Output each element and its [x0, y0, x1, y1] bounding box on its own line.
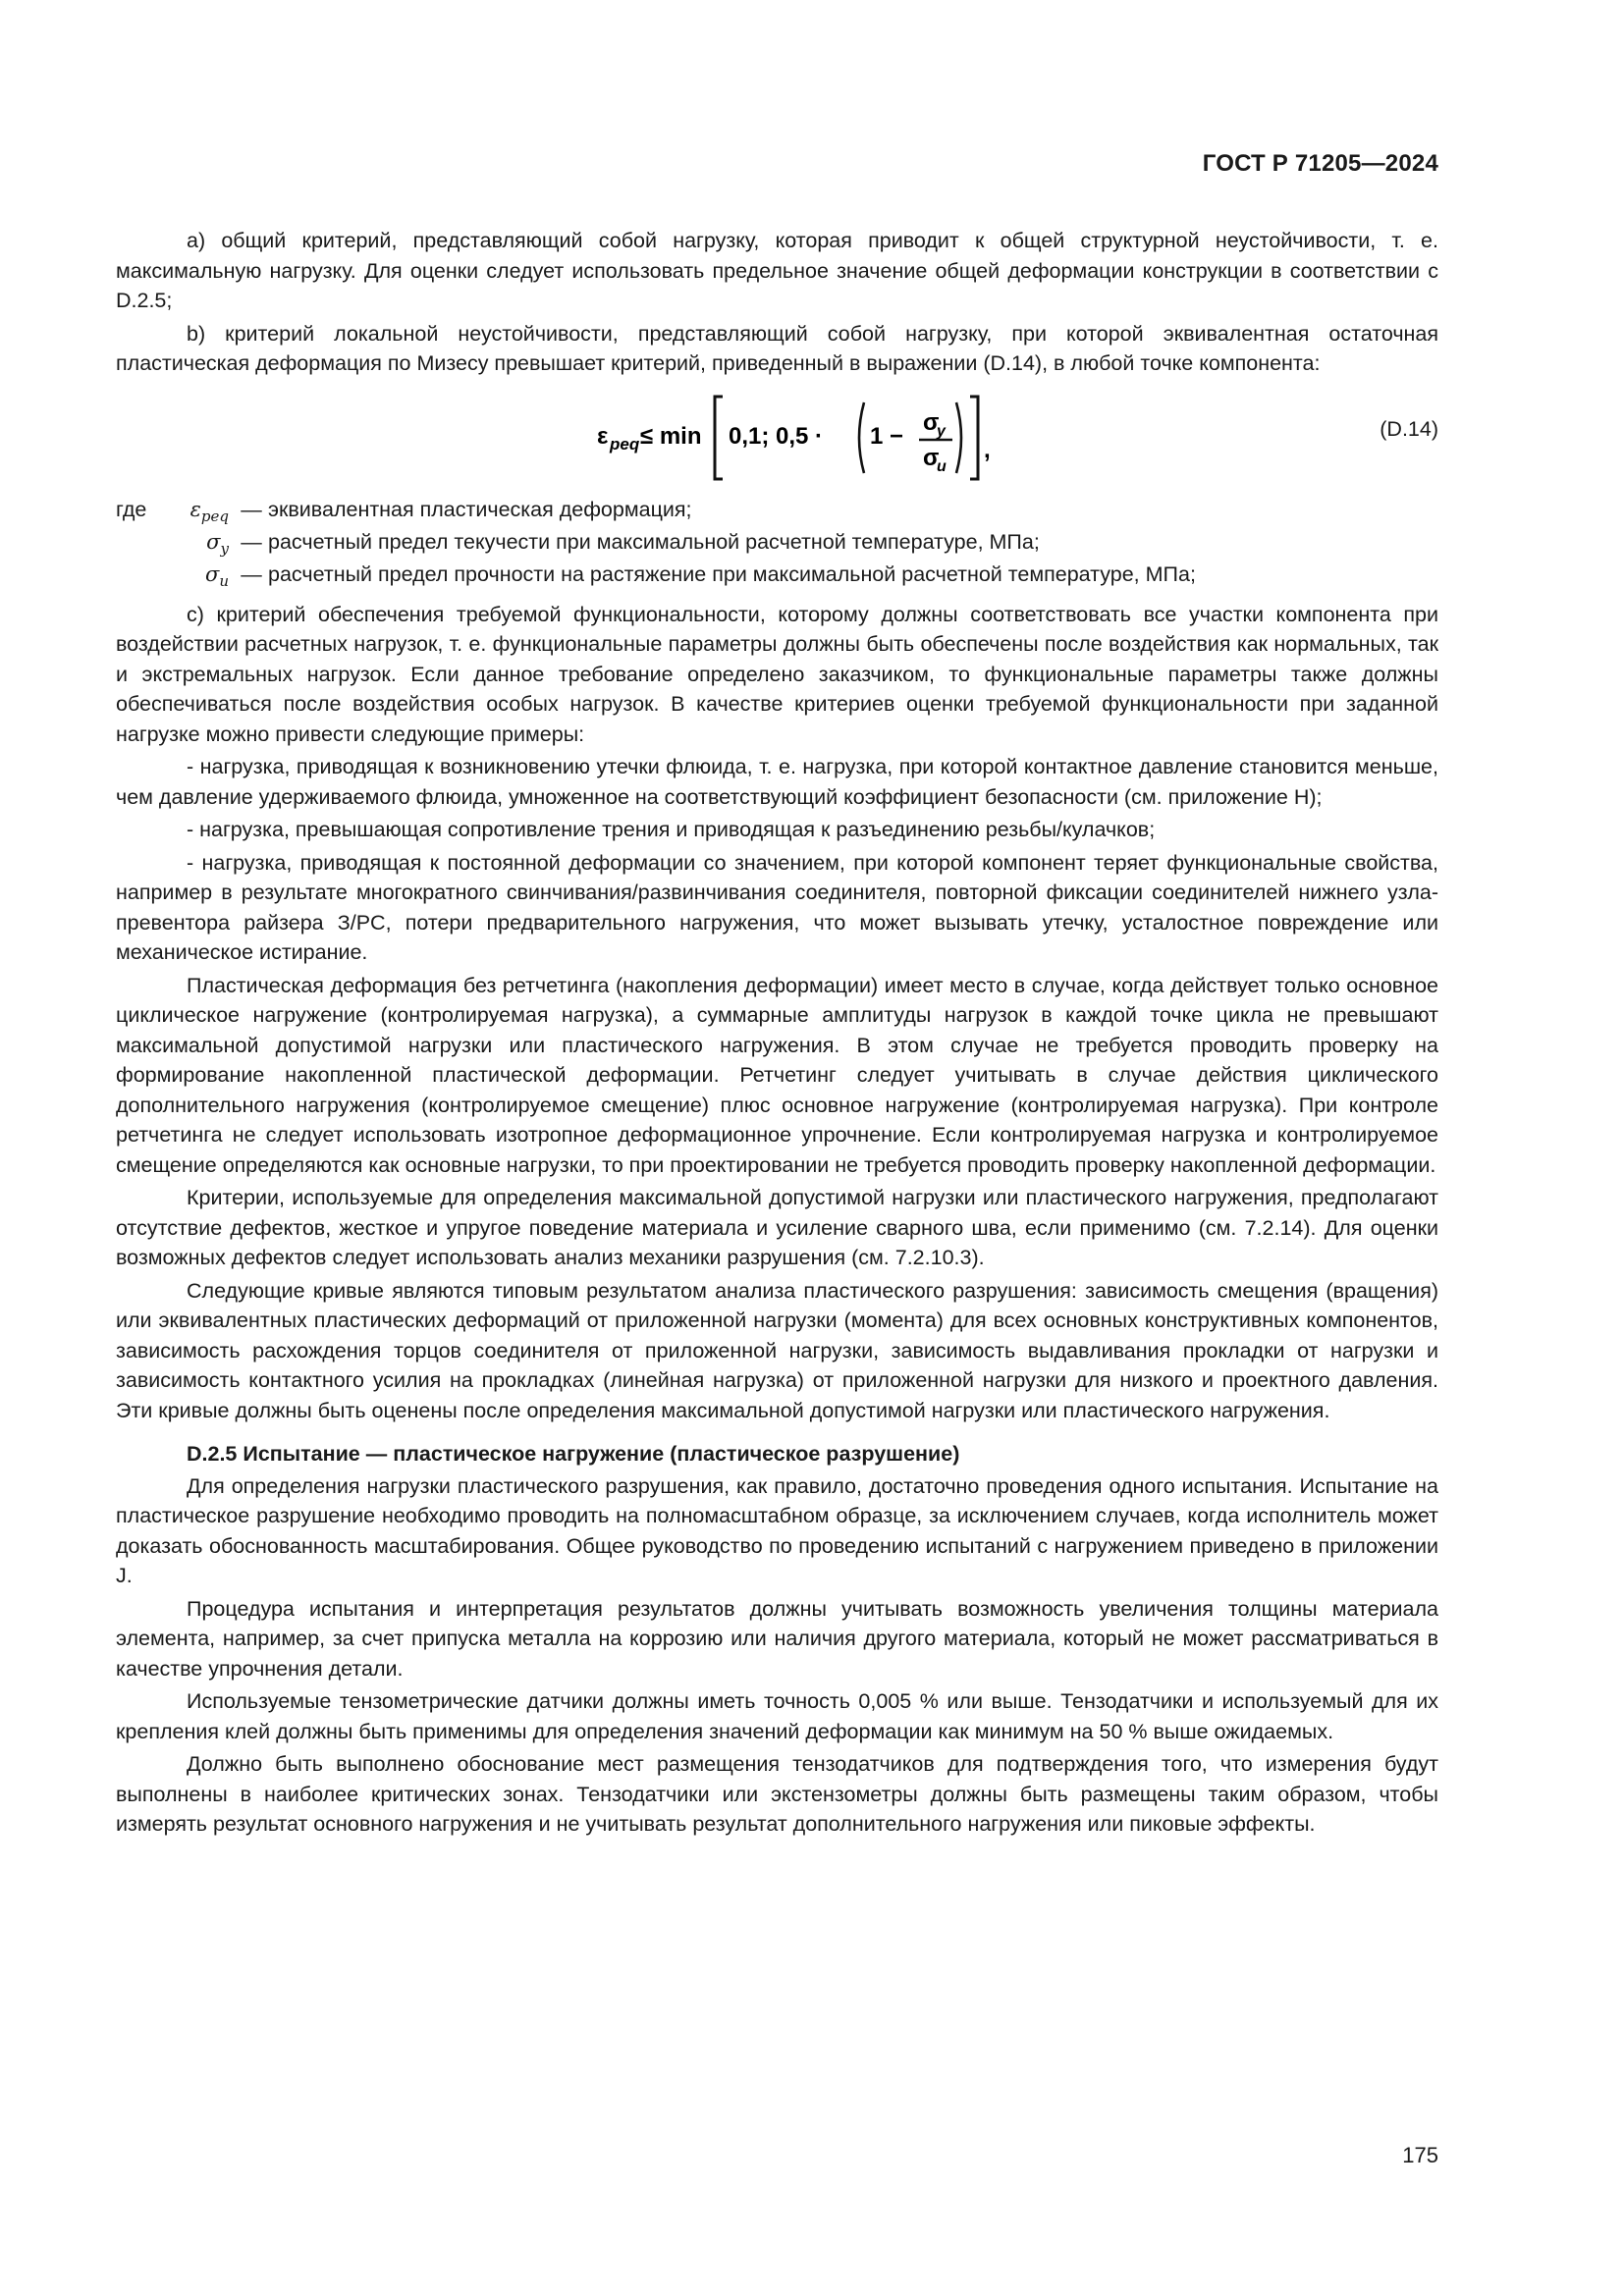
- formula-numerator-sub: y: [937, 422, 946, 440]
- section-paragraph: Используемые тензометрические датчики должны иметь точность 0,005 % или выше. Тензодатчики и используемый для их крепления клей должны быть применимы для определения значений деформации как минимум на 50 % выше ожидаемых.: [116, 1689, 1438, 1743]
- page-number: 175: [1402, 2143, 1438, 2167]
- section-paragraph: Для определения нагрузки пластического разрушения, как правило, достаточно проведения одного испытания. Испытание на пластическое разрушение необходимо проводить на полномасштабном образце, за исключением случаев, когда исполнитель может доказать обоснованность масштабирования. Общее руководство по проведению испытаний с нагружением приведено в приложении J.: [116, 1473, 1438, 1587]
- paragraph-ratcheting: Пластическая деформация без ретчетинга (накопления деформации) имеет место в случае, когда действует только основное циклическое нагружение (контролируемая нагрузка), а суммарные амплитуды нагрузок в каждой точке цикла не превышают максимальной допустимой нагрузки или пластического нагружения. В этом случае не требуется проводить проверку на формирование накопленной пластической деформации. Ретчетинг следует учитывать в случае действия циклического дополнительного нагружения (контролируемое смещение) плюс основное нагружение (контролируемая нагрузка). При контроле ретчетинга не следует использовать изотропное деформационное упрочнение. Если контролируемая нагрузка и контролируемое смещение определяются как основные нагрузки, то при проектировании не требуется проводить проверку накопленной деформации.: [116, 973, 1438, 1177]
- formula-number: (D.14): [1380, 416, 1438, 441]
- right-square-bracket: [970, 397, 978, 479]
- paragraph-criteria: Критерии, используемые для определения максимальной допустимой нагрузки или пластического нагружения, предполагают отсутствие дефектов, жесткое и упругое поведение материала и усиление сварного шва, если применимо (см. 7.2.14). Для оценки возможных дефектов следует использовать анализ механики разрушения (см. 7.2.10.3).: [116, 1186, 1438, 1269]
- section-paragraph: Должно быть выполнено обоснование мест размещения тензодатчиков для подтверждения того, что измерения будут выполнены в наиболее критических зонах. Тензодатчики или экстензометры должны быть размещены таким образом, чтобы измерять результат основного нагружения и не учитывать результат дополнительного нагружения или пиковые эффекты.: [116, 1752, 1438, 1836]
- section-paragraph: Процедура испытания и интерпретация результатов должны учитывать возможность увеличения толщины материала элемента, например, за счет припуска металла на коррозию или наличия другого материала, который не может рассматриваться в качестве упрочнения детали.: [116, 1596, 1438, 1681]
- where-symbol: $\sigma_u$: [204, 561, 229, 590]
- paragraph-criterion-b: b) критерий локальной неустойчивости, представляющий собой нагрузку, при которой эквивалентная остаточная пластическая деформация по Мизесу превышает критерий, приведенный в выражении (D.14), в любой точке компонента:: [116, 321, 1438, 375]
- section-title-d25: D.2.5 Испытание — пластическое нагружение (пластическое разрушение): [187, 1442, 960, 1466]
- document-body: [116, 226, 1438, 1842]
- formula-expression-tail: [852, 385, 1019, 483]
- formula-svg-tail: [852, 385, 1019, 483]
- formula-d14: [116, 385, 1438, 491]
- where-text: расчетный предел текучести при максимальной расчетной температуре, МПа;: [268, 529, 1040, 554]
- document-header: ГОСТ Р 71205—2024: [1202, 150, 1438, 177]
- formula-svg: [597, 385, 852, 483]
- bullet-item: - нагрузка, превышающая сопротивление трения и приводящая к разъединению резьбы/кулачков;: [187, 818, 1156, 841]
- formula-lhs: ε: [597, 422, 609, 450]
- formula-numerator: σ: [923, 408, 940, 436]
- formula-expression: [597, 385, 852, 483]
- paragraph-curves: Следующие кривые являются типовым результатом анализа пластического разрушения: зависимость смещения (вращения) или эквивалентных пластических деформаций от приложенной нагрузки (момента) для всех основных конструктивных компонентов, зависимость расхождения торцов соединителя от приложенной нагрузки, зависимость выдавливания прокладки от нагрузки и зависимость контактного усилия на прокладках (линейная нагрузка) от приложенной нагрузки для низкого и проектного давления. Эти кривые должны быть оценены после определения максимальной допустимой нагрузки или пластического нагружения.: [116, 1278, 1438, 1422]
- where-symbol: $\sigma_y$: [206, 529, 229, 558]
- where-text: эквивалентная пластическая деформация;: [268, 497, 692, 521]
- formula-lhs-sub: peq: [610, 434, 640, 454]
- where-item: [116, 560, 1438, 592]
- left-paren: [859, 402, 864, 473]
- where-dash: —: [241, 497, 262, 521]
- bullet-item: - нагрузка, приводящая к возникновению утечки флюида, т. е. нагрузка, при которой контактное давление становится меньше, чем давление удерживаемого флюида, умноженное на соответствующий коэффициент безопасности (см. приложение Н);: [116, 755, 1438, 809]
- formula-term1: 0,1; 0,5 ·: [729, 422, 824, 450]
- formula-relation: ≤ min: [640, 422, 702, 450]
- where-lead: где: [116, 497, 147, 521]
- formula-denominator-sub: u: [937, 457, 947, 475]
- bullet-item: - нагрузка, приводящая к постоянной деформации со значением, при которой компонент теряет функциональные свойства, например в результате многократного свинчивания/развинчивания соединителя, повторной фиксации соединителей нижнего узла-превентора райзера З/PC, потери предварительного нагружения, что может вызывать утечку, усталостное повреждение или механическое истирание.: [116, 850, 1438, 964]
- paragraph-criterion-c: с) критерий обеспечения требуемой функциональности, которому должны соответствовать все участки компонента при воздействии расчетных нагрузок, т. е. функциональные параметры должны быть обеспечены после воздействия как нормальных, так и экстремальных нагрузок. Если данное требование определено заказчиком, то функциональные параметры также должны обеспечиваться после воздействия особых нагрузок. В качестве критериев оценки требуемой функциональности при заданной нагрузке можно привести следующие примеры:: [116, 602, 1438, 746]
- formula-denominator: σ: [923, 444, 940, 471]
- paragraph-criterion-a: а) общий критерий, представляющий собой нагрузку, которая приводит к общей структурной неустойчивости, т. е. максимальную нагрузку. Для оценки следует использовать предельное значение общей деформации конструкции в соответствии с D.2.5;: [116, 229, 1438, 312]
- formula-trailing: ,: [984, 436, 991, 463]
- where-list: [116, 495, 1438, 592]
- where-item: [116, 527, 1438, 560]
- right-paren: [956, 402, 961, 473]
- where-symbol: $\varepsilon_{peq}$: [189, 497, 229, 525]
- where-item: [116, 495, 1438, 527]
- where-dash: —: [241, 561, 262, 586]
- where-dash: —: [241, 529, 262, 554]
- where-text: расчетный предел прочности на растяжение при максимальной расчетной температуре, МПа;: [268, 561, 1196, 586]
- formula-one-minus: 1 −: [870, 422, 904, 450]
- left-square-bracket: [715, 397, 723, 479]
